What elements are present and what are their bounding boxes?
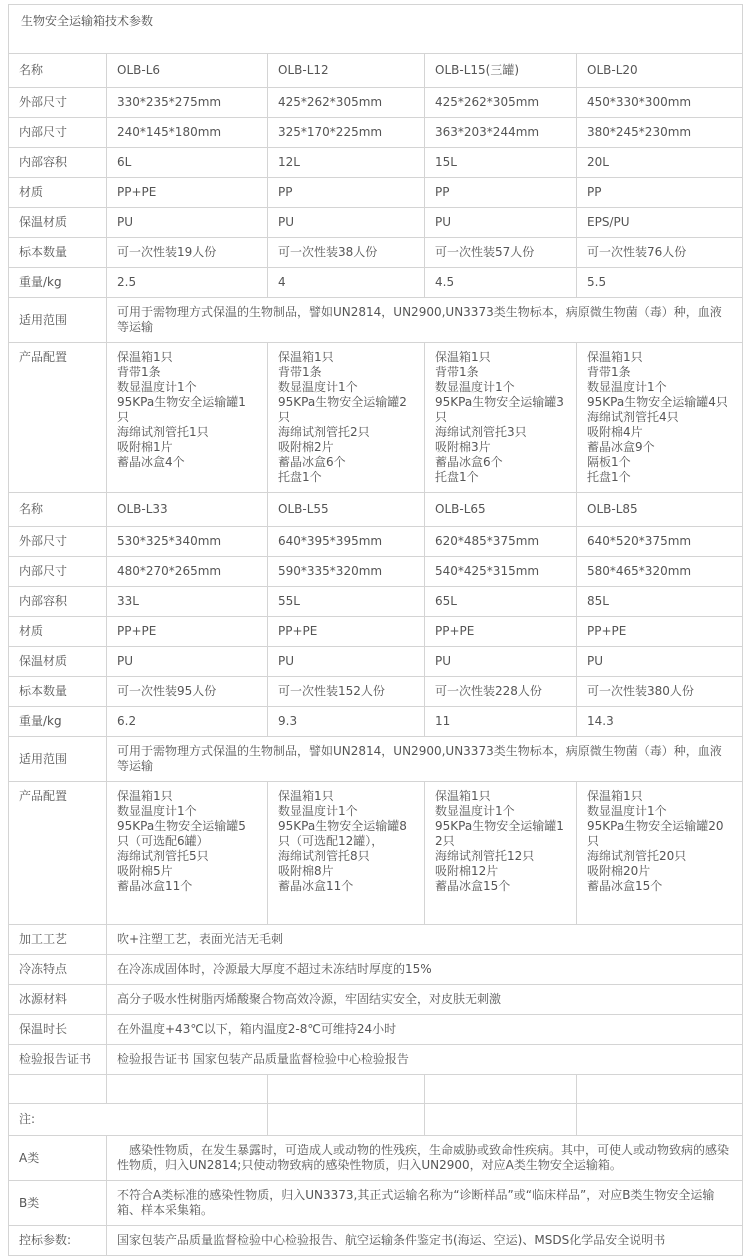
row-label: 适用范围: [9, 298, 107, 343]
config-list-cell: [425, 343, 577, 493]
category-text-cell: 感染性物质，在发生暴露时，可造成人或动物的性残疾，生命威胁或致命性疾病。其中，可使人或动物致病的感染性物质，归入UN2814;只使动物致病的感染性物质，归入UN2900，对应A类生物安全运输箱。: [107, 1136, 743, 1181]
spec-cell: PU: [107, 647, 268, 677]
spec-span-cell: 可用于需物理方式保温的生物制品，譬如UN2814，UN2900,UN3373类生物标本，病原微生物菌（毒）种，血液等运输: [107, 737, 743, 782]
config-item: 数显温度计1个: [435, 804, 515, 818]
spec-cell: 9.3: [268, 707, 425, 737]
config-item: 吸附棉4片: [587, 425, 643, 439]
row-label: 标本数量: [9, 238, 107, 268]
config-item: 保温箱1只: [117, 350, 173, 364]
spec-cell: OLB-L65: [425, 493, 577, 527]
row-label: 控标参数:: [9, 1226, 107, 1256]
row-label: 内部容积: [9, 587, 107, 617]
empty-cell: [9, 1075, 107, 1104]
row-label: 标本数量: [9, 677, 107, 707]
spec-row: [9, 268, 743, 298]
config-item: 数显温度计1个: [278, 804, 358, 818]
config-item: 蓄晶冰盒6个: [278, 455, 346, 469]
config-item: 保温箱1只: [587, 789, 643, 803]
empty-cell: [107, 1075, 268, 1104]
config-item: 保温箱1只: [278, 789, 334, 803]
spec-row: [9, 557, 743, 587]
spec-cell: 4: [268, 268, 425, 298]
spec-cell: PU: [425, 647, 577, 677]
config-item: 海绵试剂管托4只: [587, 410, 679, 424]
spec-cell: 14.3: [577, 707, 743, 737]
category-text-cell: 不符合A类标准的感染性物质，归入UN3373,其正式运输名称为“诊断样品”或“临床样品”，对应B类生物安全运输箱、样本采集箱。: [107, 1181, 743, 1226]
spec-cell: 20L: [577, 148, 743, 178]
spec-cell: 12L: [268, 148, 425, 178]
spec-row: [9, 148, 743, 178]
spec-cell: PU: [268, 647, 425, 677]
row-label: 检验报告证书: [9, 1045, 107, 1075]
spec-row: [9, 707, 743, 737]
config-item: 海绵试剂管托20只: [587, 849, 687, 863]
config-item: 蓄晶冰盒9个: [587, 440, 655, 454]
page-title: 生物安全运输箱技术参数: [9, 5, 743, 54]
footer-value-cell: 在外温度+43℃以下，箱内温度2-8℃可维持24小时: [107, 1015, 743, 1045]
config-item: 95KPa生物安全运输罐12只: [435, 819, 564, 848]
spec-cell: 55L: [268, 587, 425, 617]
product-config-row: [9, 782, 743, 925]
spec-cell: 540*425*315mm: [425, 557, 577, 587]
spec-row: [9, 617, 743, 647]
spec-cell: 可一次性装38人份: [268, 238, 425, 268]
spec-cell: 530*325*340mm: [107, 527, 268, 557]
spec-cell: 240*145*180mm: [107, 118, 268, 148]
spec-cell: 85L: [577, 587, 743, 617]
footer-value-cell: 吹+注塑工艺，表面光洁无毛刺: [107, 925, 743, 955]
config-item: 保温箱1只: [435, 350, 491, 364]
config-item: 95KPa生物安全运输罐8只（可选配12罐），: [278, 819, 407, 848]
spec-row: [9, 647, 743, 677]
config-item: 95KPa生物安全运输罐2只: [278, 395, 407, 424]
config-item: 蓄晶冰盒11个: [278, 879, 354, 893]
row-label: A类: [9, 1136, 107, 1181]
config-item: 蓄晶冰盒15个: [435, 879, 511, 893]
row-label: 内部尺寸: [9, 118, 107, 148]
spec-cell: PU: [425, 208, 577, 238]
title-row: [9, 5, 743, 54]
config-list-cell: [268, 782, 425, 925]
config-item: 保温箱1只: [278, 350, 334, 364]
empty-cell: [577, 1075, 743, 1104]
category-text-cell: 国家包装产品质量监督检验中心检验报告、航空运输条件鉴定书(海运、空运)、MSDS化学品安全说明书: [107, 1226, 743, 1256]
config-list-cell: [425, 782, 577, 925]
spec-cell: 5.5: [577, 268, 743, 298]
config-item: 隔板1个: [587, 455, 631, 469]
spec-row: [9, 493, 743, 527]
spec-cell: 425*262*305mm: [268, 88, 425, 118]
spec-row: [9, 527, 743, 557]
spec-row: [9, 238, 743, 268]
row-label: 材质: [9, 178, 107, 208]
config-item: 海绵试剂管托3只: [435, 425, 527, 439]
category-row: [9, 1136, 743, 1181]
spec-cell: PP+PE: [107, 617, 268, 647]
config-item: 保温箱1只: [587, 350, 643, 364]
empty-cell: [425, 1075, 577, 1104]
config-item: 托盘1个: [435, 470, 479, 484]
spec-cell: 可一次性装380人份: [577, 677, 743, 707]
config-item: 数显温度计1个: [587, 380, 667, 394]
config-item: 95KPa生物安全运输罐3只: [435, 395, 564, 424]
footer-value-cell: 检验报告证书 国家包装产品质量监督检验中心检验报告: [107, 1045, 743, 1075]
config-item: 吸附棉12片: [435, 864, 499, 878]
empty-cell: [268, 1104, 425, 1136]
category-row: [9, 1226, 743, 1256]
spec-cell: OLB-L55: [268, 493, 425, 527]
config-item: 吸附棉20片: [587, 864, 651, 878]
spec-cell: 620*485*375mm: [425, 527, 577, 557]
spec-cell: OLB-L85: [577, 493, 743, 527]
spec-row: [9, 677, 743, 707]
spec-row: [9, 118, 743, 148]
row-label: 外部尺寸: [9, 88, 107, 118]
spec-cell: PU: [107, 208, 268, 238]
spec-row: [9, 208, 743, 238]
config-list-cell: [107, 782, 268, 925]
spec-span-cell: 可用于需物理方式保温的生物制品，譬如UN2814，UN2900,UN3373类生物标本，病原微生物菌（毒）种，血液等运输: [107, 298, 743, 343]
footer-row: [9, 925, 743, 955]
config-list-cell: [577, 782, 743, 925]
config-item: 托盘1个: [587, 470, 631, 484]
note-label: 注:: [9, 1104, 268, 1136]
config-item: 95KPa生物安全运输罐4只: [587, 395, 728, 409]
spec-cell: EPS/PU: [577, 208, 743, 238]
config-item: 吸附棉2片: [278, 440, 334, 454]
spec-row: [9, 587, 743, 617]
row-label: 重量/kg: [9, 268, 107, 298]
row-label: 内部容积: [9, 148, 107, 178]
config-item: 数显温度计1个: [587, 804, 667, 818]
spec-cell: 425*262*305mm: [425, 88, 577, 118]
spec-cell: PP: [425, 178, 577, 208]
empty-cell: [425, 1104, 577, 1136]
spec-span-row: [9, 737, 743, 782]
spec-cell: 330*235*275mm: [107, 88, 268, 118]
spec-cell: 4.5: [425, 268, 577, 298]
spec-row: [9, 54, 743, 88]
spec-cell: PU: [268, 208, 425, 238]
spec-cell: 640*520*375mm: [577, 527, 743, 557]
config-item: 95KPa生物安全运输罐1只: [117, 395, 246, 424]
row-label: 产品配置: [9, 343, 107, 493]
footer-row: [9, 1015, 743, 1045]
footer-row: [9, 1045, 743, 1075]
row-label: 保温材质: [9, 647, 107, 677]
spec-cell: PP+PE: [268, 617, 425, 647]
spec-table: [8, 4, 743, 1256]
spec-cell: PU: [577, 647, 743, 677]
row-label: 内部尺寸: [9, 557, 107, 587]
category-row: [9, 1181, 743, 1226]
spec-row: [9, 178, 743, 208]
config-item: 背带1条: [587, 365, 631, 379]
row-label: 加工工艺: [9, 925, 107, 955]
config-item: 海绵试剂管托5只: [117, 849, 209, 863]
spec-cell: 可一次性装228人份: [425, 677, 577, 707]
config-item: 保温箱1只: [117, 789, 173, 803]
config-item: 海绵试剂管托12只: [435, 849, 535, 863]
spec-cell: 65L: [425, 587, 577, 617]
config-item: 背带1条: [278, 365, 322, 379]
config-item: 吸附棉1片: [117, 440, 173, 454]
spec-cell: 可一次性装57人份: [425, 238, 577, 268]
spec-cell: 580*465*320mm: [577, 557, 743, 587]
config-item: 海绵试剂管托8只: [278, 849, 370, 863]
config-list-cell: [107, 343, 268, 493]
config-item: 数显温度计1个: [117, 804, 197, 818]
spec-cell: 2.5: [107, 268, 268, 298]
empty-cell: [577, 1104, 743, 1136]
spec-cell: 640*395*395mm: [268, 527, 425, 557]
footer-value-cell: 在冷冻成固体时，冷源最大厚度不超过未冻结时厚度的15%: [107, 955, 743, 985]
spec-cell: PP+PE: [577, 617, 743, 647]
spec-cell: PP: [577, 178, 743, 208]
spec-cell: 480*270*265mm: [107, 557, 268, 587]
config-item: 95KPa生物安全运输罐20只: [587, 819, 724, 848]
config-item: 蓄晶冰盒6个: [435, 455, 503, 469]
spec-cell: 450*330*300mm: [577, 88, 743, 118]
row-label: 保温材质: [9, 208, 107, 238]
footer-row: [9, 985, 743, 1015]
row-label: 冷冻特点: [9, 955, 107, 985]
row-label: 外部尺寸: [9, 527, 107, 557]
config-item: 吸附棉3片: [435, 440, 491, 454]
spec-cell: OLB-L6: [107, 54, 268, 88]
config-item: 数显温度计1个: [117, 380, 197, 394]
row-label: 适用范围: [9, 737, 107, 782]
spec-cell: 6.2: [107, 707, 268, 737]
spec-row: [9, 88, 743, 118]
config-item: 吸附棉8片: [278, 864, 334, 878]
config-item: 蓄晶冰盒15个: [587, 879, 663, 893]
empty-cell: [268, 1075, 425, 1104]
spec-cell: OLB-L20: [577, 54, 743, 88]
footer-row: [9, 955, 743, 985]
row-label: 名称: [9, 54, 107, 88]
config-item: 数显温度计1个: [435, 380, 515, 394]
note-row: [9, 1104, 743, 1136]
row-label: B类: [9, 1181, 107, 1226]
row-label: 冰源材料: [9, 985, 107, 1015]
config-item: 背带1条: [435, 365, 479, 379]
spec-cell: 可一次性装152人份: [268, 677, 425, 707]
spec-cell: 380*245*230mm: [577, 118, 743, 148]
config-item: 蓄晶冰盒4个: [117, 455, 185, 469]
spec-cell: 可一次性装19人份: [107, 238, 268, 268]
config-item: 海绵试剂管托2只: [278, 425, 370, 439]
spec-cell: PP+PE: [425, 617, 577, 647]
spec-cell: 可一次性装95人份: [107, 677, 268, 707]
row-label: 产品配置: [9, 782, 107, 925]
spec-cell: 6L: [107, 148, 268, 178]
spec-cell: 363*203*244mm: [425, 118, 577, 148]
spec-cell: OLB-L12: [268, 54, 425, 88]
config-item: 海绵试剂管托1只: [117, 425, 209, 439]
config-list-cell: [268, 343, 425, 493]
product-config-row: [9, 343, 743, 493]
spec-cell: 可一次性装76人份: [577, 238, 743, 268]
row-label: 保温时长: [9, 1015, 107, 1045]
spec-cell: PP: [268, 178, 425, 208]
empty-row: [9, 1075, 743, 1104]
spec-cell: 11: [425, 707, 577, 737]
config-item: 托盘1个: [278, 470, 322, 484]
row-label: 名称: [9, 493, 107, 527]
footer-value-cell: 高分子吸水性树脂丙烯酸聚合物高效冷源，牢固结实安全，对皮肤无刺激: [107, 985, 743, 1015]
spec-cell: 325*170*225mm: [268, 118, 425, 148]
config-item: 蓄晶冰盒11个: [117, 879, 193, 893]
config-item: 保温箱1只: [435, 789, 491, 803]
row-label: 材质: [9, 617, 107, 647]
spec-cell: 590*335*320mm: [268, 557, 425, 587]
spec-cell: 33L: [107, 587, 268, 617]
config-item: 数显温度计1个: [278, 380, 358, 394]
config-list-cell: [577, 343, 743, 493]
config-item: 95KPa生物安全运输罐5只（可选配6罐）: [117, 819, 246, 848]
config-item: 背带1条: [117, 365, 161, 379]
config-item: 吸附棉5片: [117, 864, 173, 878]
spec-cell: PP+PE: [107, 178, 268, 208]
row-label: 重量/kg: [9, 707, 107, 737]
spec-span-row: [9, 298, 743, 343]
page: [8, 4, 742, 1256]
spec-cell: 15L: [425, 148, 577, 178]
spec-cell: OLB-L33: [107, 493, 268, 527]
spec-cell: OLB-L15(三罐): [425, 54, 577, 88]
